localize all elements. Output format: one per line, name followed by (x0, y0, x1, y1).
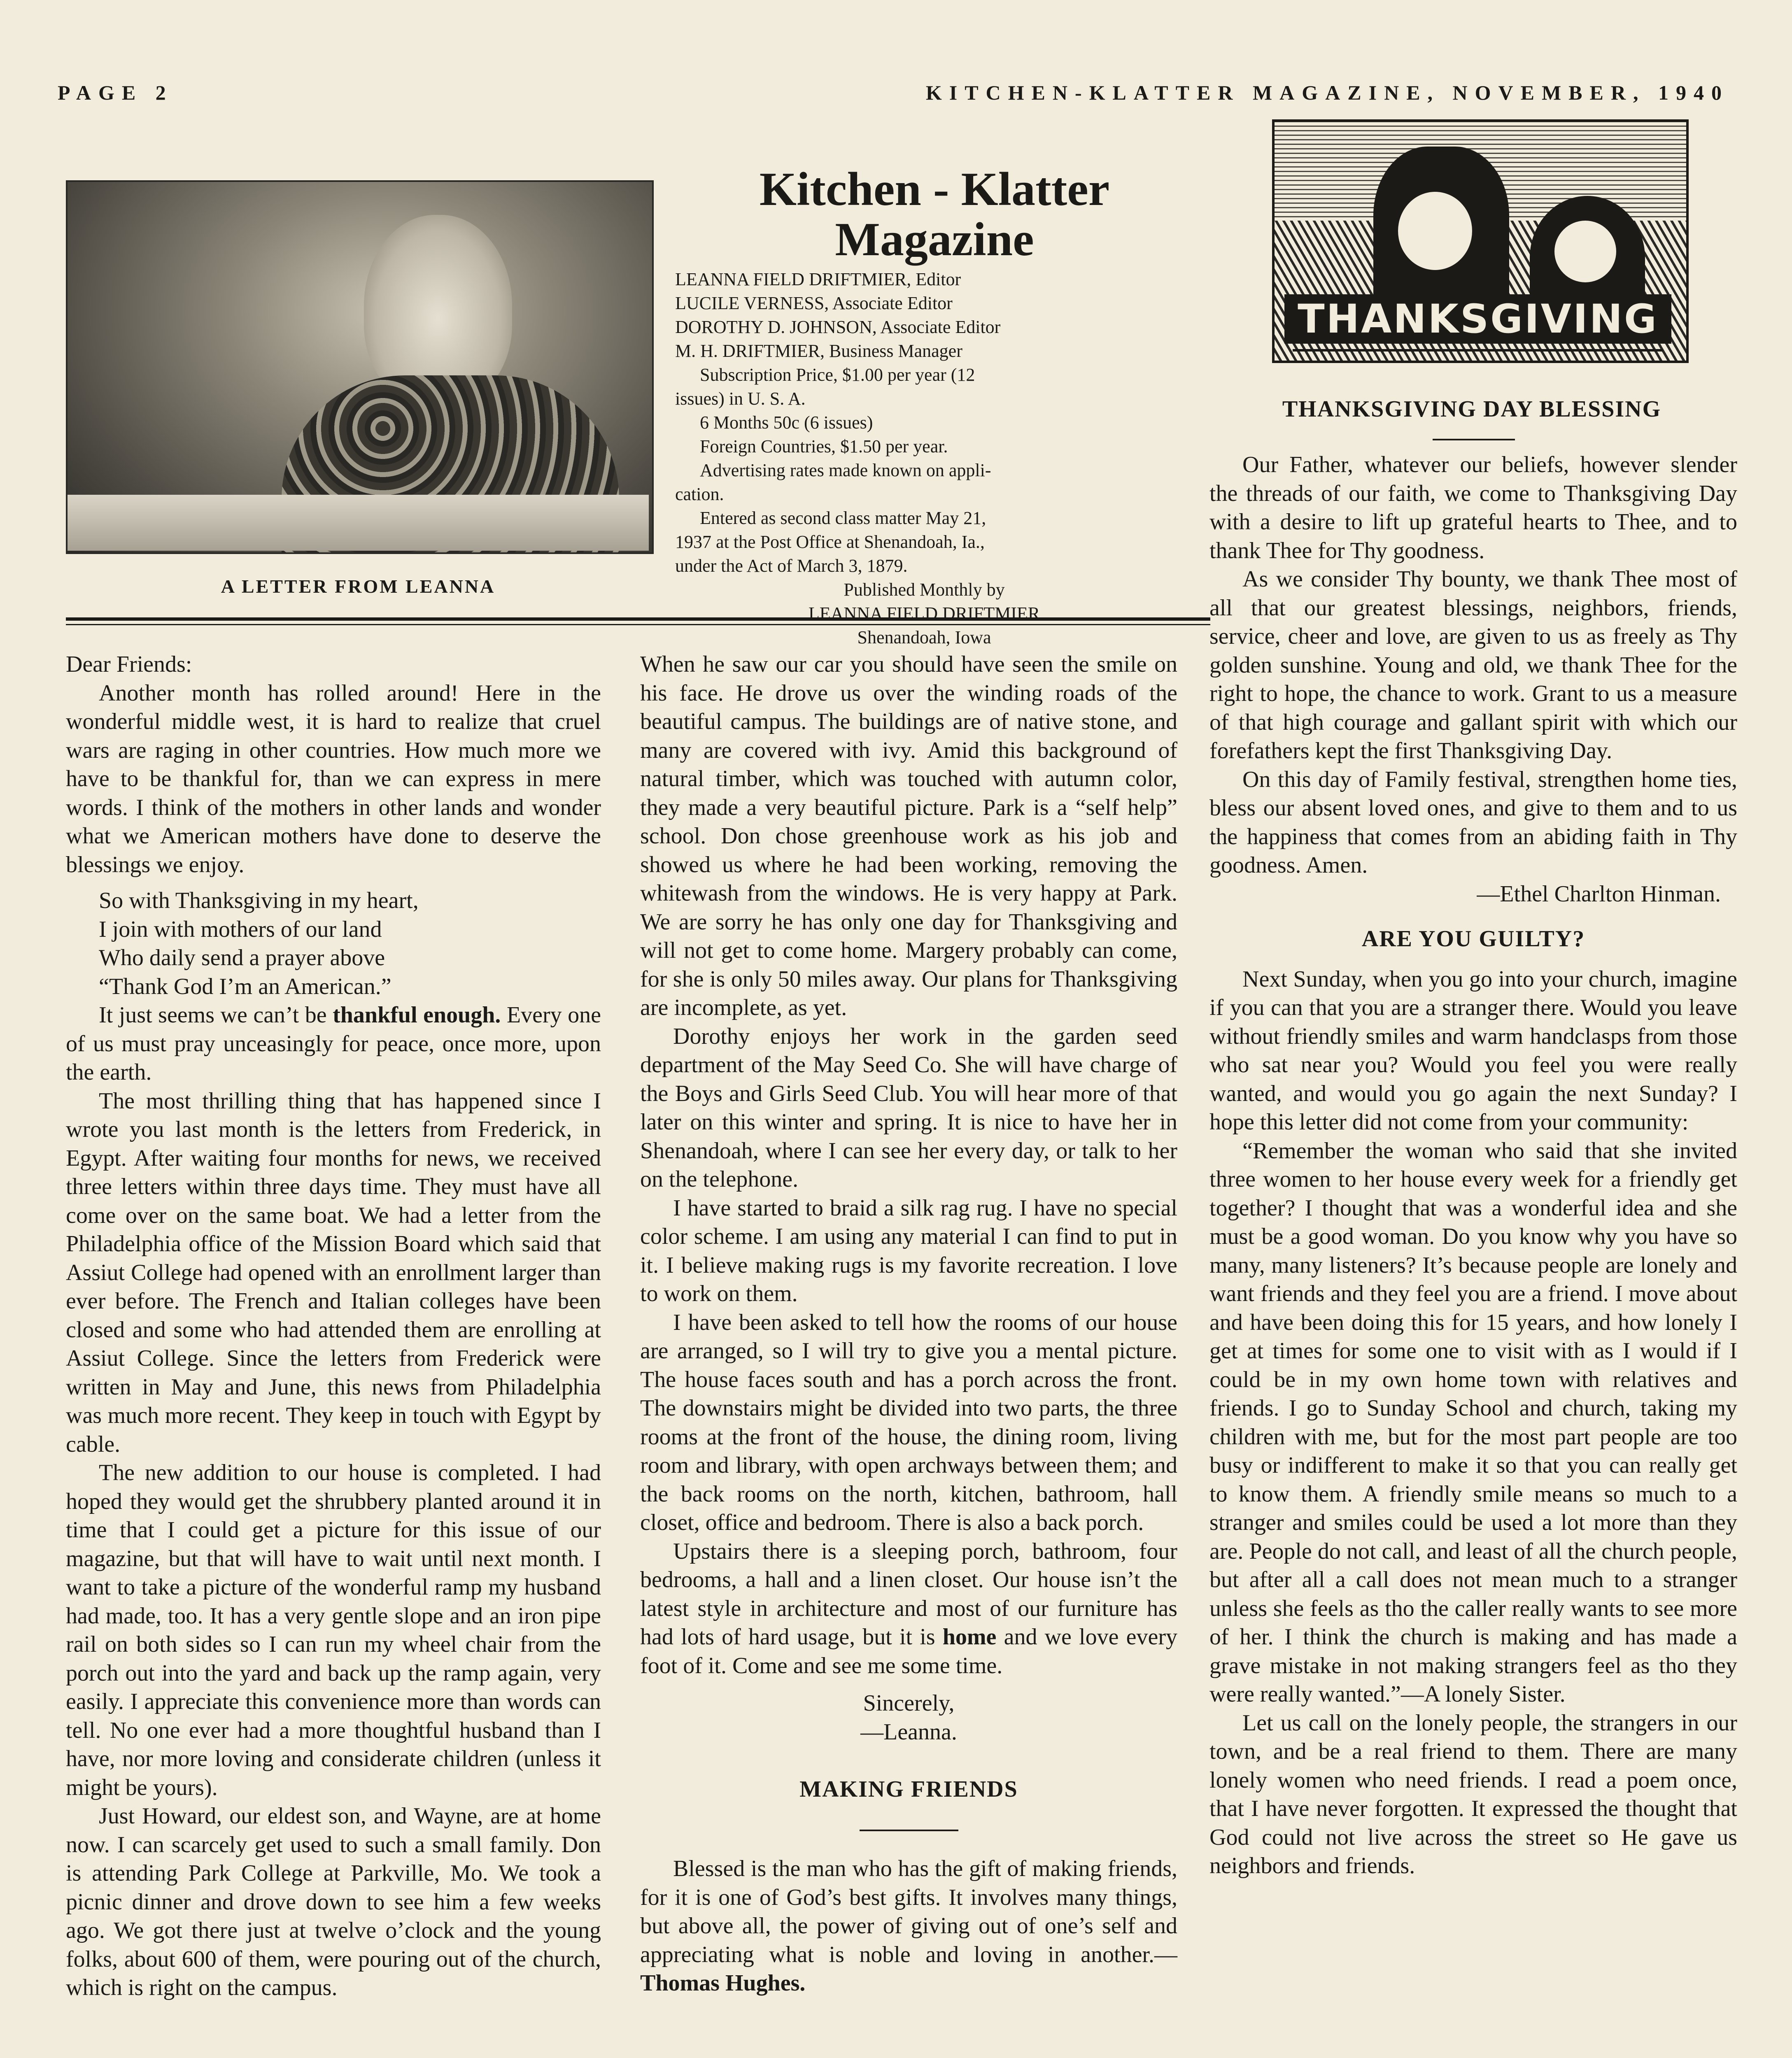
blessing-paragraph: On this day of Family festival, strengthen home ties, bless our absent loved ones, and give to them and to us the happiness that comes from an abiding faith in Thy goodness. Amen. (1209, 766, 1737, 878)
column-left (66, 650, 601, 2002)
banner-scroll-rule (1293, 349, 1663, 352)
magazine-issue: KITCHEN-KLATTER MAGAZINE, NOVEMBER, 1940 (925, 81, 1729, 104)
text-run: and we love every foot of it. Come and see me some time. (640, 1624, 1177, 1679)
staff-line: Published Monthly by (844, 580, 1005, 600)
emphasis: thankful enough. (333, 1002, 501, 1028)
letter-paragraph: Dorothy enjoys her work in the garden seed department of the May Seed Co. She will have charge of the Boys and Girls Seed Club. You will hear more of that later on this winter and spring. It is nice to have her in Shenandoah, where I can see her every day, or talk to her on the telephone. (640, 1023, 1177, 1192)
letter-paragraph: The new addition to our house is completed. I had hoped they would get the shrubbery planted around it in time that I could get a picture for this issue of our magazine, but that will have to wait until next month. I want to take a picture of the wonderful ramp my husband had made, too. It has a very gentle slope and an iron pipe rail on both sides so I can run my wheel chair from the porch out into the yard and back up the ramp again, very easily. I appreciate this convenience more than words can tell. No one ever had a more thoughtful husband than I have, nor more loving and considerate children (unless it might be yours). (66, 1460, 601, 1800)
letter-paragraph: When he saw our car you should have seen the smile on his face. He drove us over the winding roads of the beautiful campus. The buildings are of native stone, and many are covered with ivy. Amid this background of natural timber, which was touched with autumn color, they made a very beautiful picture. Park is a “self help” school. Don chose greenhouse work as his job and showed us where he had been working, removing the whitewash from the windows. He is very happy at Park. We are sorry he has only one day for Thanksgiving and will not get to come home. Margery probably can come, for she is only 50 miles away. Our plans for Thanksgiving are incomplete, as yet. (640, 652, 1177, 1020)
letter-paragraph (640, 1537, 1177, 1681)
friends-title: MAKING FRIENDS (799, 1776, 1018, 1802)
letter-paragraph (66, 1001, 601, 1087)
poem-line: “Thank God I’m an American.” (99, 973, 391, 999)
letter-paragraph: Another month has rolled around! Here in the wonderful middle west, it is hard to realize that cruel wars are raging in other countries. How much more we have to be thankful for, than we can express in mere words. I think of the mothers in other lands and wonder what we American mothers have done to deserve the blessings we enjoy. (66, 680, 601, 878)
poem-line: Who daily send a prayer above (99, 945, 385, 971)
letter-closing: Sincerely, (863, 1690, 955, 1716)
poem-line: I join with mothers of our land (99, 916, 382, 942)
column-middle (640, 650, 1177, 1998)
short-rule (1433, 439, 1515, 440)
staff-line: Foreign Countries, $1.50 per year. (700, 436, 948, 456)
letter-paragraph: The most thrilling thing that has happened since I wrote you last month is the letters from Frederick, in Egypt. After waiting four months for news, we received three letters within three days time. They must have all come over on the same boat. We had a letter from the Philadelphia office of the Mission Board which said that Assiut College had opened with an enrollment larger than ever before. The French and Italian colleges have been closed and some who had attended them are enrolling at Assiut College. Since the letters from Frederick were written in May and June, this news from Philadelphia was much more recent. They keep in touch with Egypt by cable. (66, 1088, 601, 1457)
staff-line: LUCILE VERNESS, Associate Editor (675, 293, 953, 313)
staff-line: 1937 at the Post Office at Shenandoah, Ia., (675, 532, 985, 552)
guilty-paragraph: Next Sunday, when you go into your church, imagine if you can that you are a stranger there. Would you leave without friendly smiles and warm handclasps from those who sat near you? Would you feel you were really wanted, and would you go again the next Sunday? I hope this letter did not come from your community: (1209, 966, 1737, 1135)
staff-line: M. H. DRIFTMIER, Business Manager (675, 341, 962, 361)
text-run: Blessed is the man who has the gift of making friends, for it is one of God’s best gifts. It involves many things, but above all, the power of giving out of one’s self and appreciating what is noble and loving in another.— (640, 1856, 1177, 1967)
title-line-1: Kitchen - Klatter (759, 163, 1110, 216)
staff-line: Entered as second class matter May 21, (700, 508, 986, 528)
letter-signature: —Leanna. (860, 1719, 957, 1745)
friends-author: Thomas Hughes. (640, 1970, 806, 1996)
staff-line: Subscription Price, $1.00 per year (12 (700, 365, 975, 385)
leanna-photo (66, 180, 654, 554)
letter-paragraph: Just Howard, our eldest son, and Wayne, are at home now. I can scarcely get used to such a small family. Don is attending Park College at Parkville, Mo. We took a picnic dinner and drove down to see him a few weeks ago. We got there just at twelve o’clock and the young folks, about 600 of them, were pouring out of the church, which is right on the campus. (66, 1803, 601, 2000)
blessing-author: —Ethel Charlton Hinman. (1477, 881, 1721, 907)
divider-rule (66, 624, 1210, 625)
photo-caption: A LETTER FROM LEANNA (221, 576, 496, 597)
emphasis: home (942, 1624, 997, 1650)
column-right (1209, 451, 1737, 1881)
staff-line: issues) in U. S. A. (675, 389, 806, 409)
guilty-title: ARE YOU GUILTY? (1361, 926, 1585, 952)
masthead-staff (675, 268, 1173, 650)
letter-paragraph: I have started to braid a silk rag rug. I have no special color scheme. I am using any material I can find to put in it. I believe making rugs is my favorite recreation. I love to work on them. (640, 1195, 1177, 1306)
pilgrim-face (1398, 192, 1472, 270)
letter-poem (66, 887, 601, 1001)
staff-line: Advertising rates made known on appli- (700, 460, 991, 480)
staff-line: cation. (675, 484, 724, 504)
guilty-paragraph: Let us call on the lonely people, the strangers in our town, and be a real friend to them. There are many lonely women who need friends. I read a poem once, that I have never forgotten. It expressed the thought that God could not live across the street so He gave us neighbors and friends. (1209, 1710, 1737, 1879)
guilty-paragraph: “Remember the woman who said that she invited three women to her house every week for a friendly get together? I thought that was a wonderful idea and she must be a good woman. Do you know why you have so many, many listeners? It’s because people are lonely and want friends and they feel you are a friend. I move about and have been doing this for 15 years, and how lonely I get at times for some one to visit with as I would if I could be in my own home town with relatives and friends. I go to Sunday School and church, taking my children with me, but for the most part people are too busy or indifferent to make it so that you can really get to know them. A friendly smile means so much to a stranger and smiles could be used a lot more than they are. People do not call, and least of all the church people, but after all a call does not mean much to a stranger unless she feels as tho the caller really wants to see more of her. I think the church is making and has made a grave mistake in not making strangers feel as tho they were really wanted.”—A lonely Sister. (1209, 1138, 1737, 1707)
staff-line: LEANNA FIELD DRIFTMIER (808, 603, 1040, 624)
blessing-paragraph: As we consider Thy bounty, we thank Thee most of all that our greatest blessings, neighbors, friends, service, cheer and love, are given to us as freely as Thy golden sunshine. Young and old, we thank Thee for the right to hope, the chance to work. Grant to us a measure of that high courage and gallant spirit with which our forefathers kept the first Thanksgiving Day. (1209, 566, 1737, 764)
portrait-desk (68, 495, 649, 551)
text-run: Every one of us must pray unceasingly for peace, once more, upon the earth. (66, 1002, 601, 1085)
staff-line: Shenandoah, Iowa (857, 627, 991, 647)
page-number: PAGE 2 (58, 81, 173, 104)
poem-line: So with Thanksgiving in my heart, (99, 888, 419, 913)
friends-rule-wrap (640, 1810, 1177, 1839)
short-rule (860, 1830, 958, 1831)
magazine-title (659, 165, 1210, 265)
text-run: It just seems we can’t be (99, 1002, 333, 1028)
letter-salutation: Dear Friends: (66, 652, 192, 677)
text-run: Upstairs there is a sleeping porch, bathroom, four bedrooms, a hall and a linen closet. Our house isn’t the latest style in architecture and most of our furniture has had lots of hard usage, but it is (640, 1538, 1177, 1650)
title-line-2: Magazine (835, 213, 1034, 266)
letter-paragraph: I have been asked to tell how the rooms of our house are arranged, so I will try to give you a mental picture. The house faces south and has a porch across the front. The downstairs might be divided into two parts, the three rooms at the front of the house, the dining room, living room and library, with open archways between them; and the back rooms on the north, kitchen, bathroom, hall closet, office and bedroom. There is also a back porch. (640, 1309, 1177, 1535)
running-head (58, 81, 1729, 105)
staff-line: 6 Months 50c (6 issues) (700, 412, 873, 433)
staff-line: LEANNA FIELD DRIFTMIER, Editor (675, 269, 961, 289)
pilgrim-woman-face (1554, 221, 1616, 282)
staff-line: under the Act of March 3, 1879. (675, 556, 908, 576)
blessing-title: THANKSGIVING DAY BLESSING (1282, 396, 1662, 422)
blessing-paragraph: Our Father, whatever our beliefs, however slender the threads of our faith, we come to Thanksgiving Day with a desire to lift up grateful hearts to Thee, and to thank Thee for Thy goodness. (1209, 452, 1737, 563)
staff-line: DOROTHY D. JOHNSON, Associate Editor (675, 317, 1001, 337)
thanksgiving-banner: THANKSGIVING (1284, 294, 1671, 344)
friends-paragraph (640, 1855, 1177, 1998)
divider-rule (66, 617, 1210, 621)
